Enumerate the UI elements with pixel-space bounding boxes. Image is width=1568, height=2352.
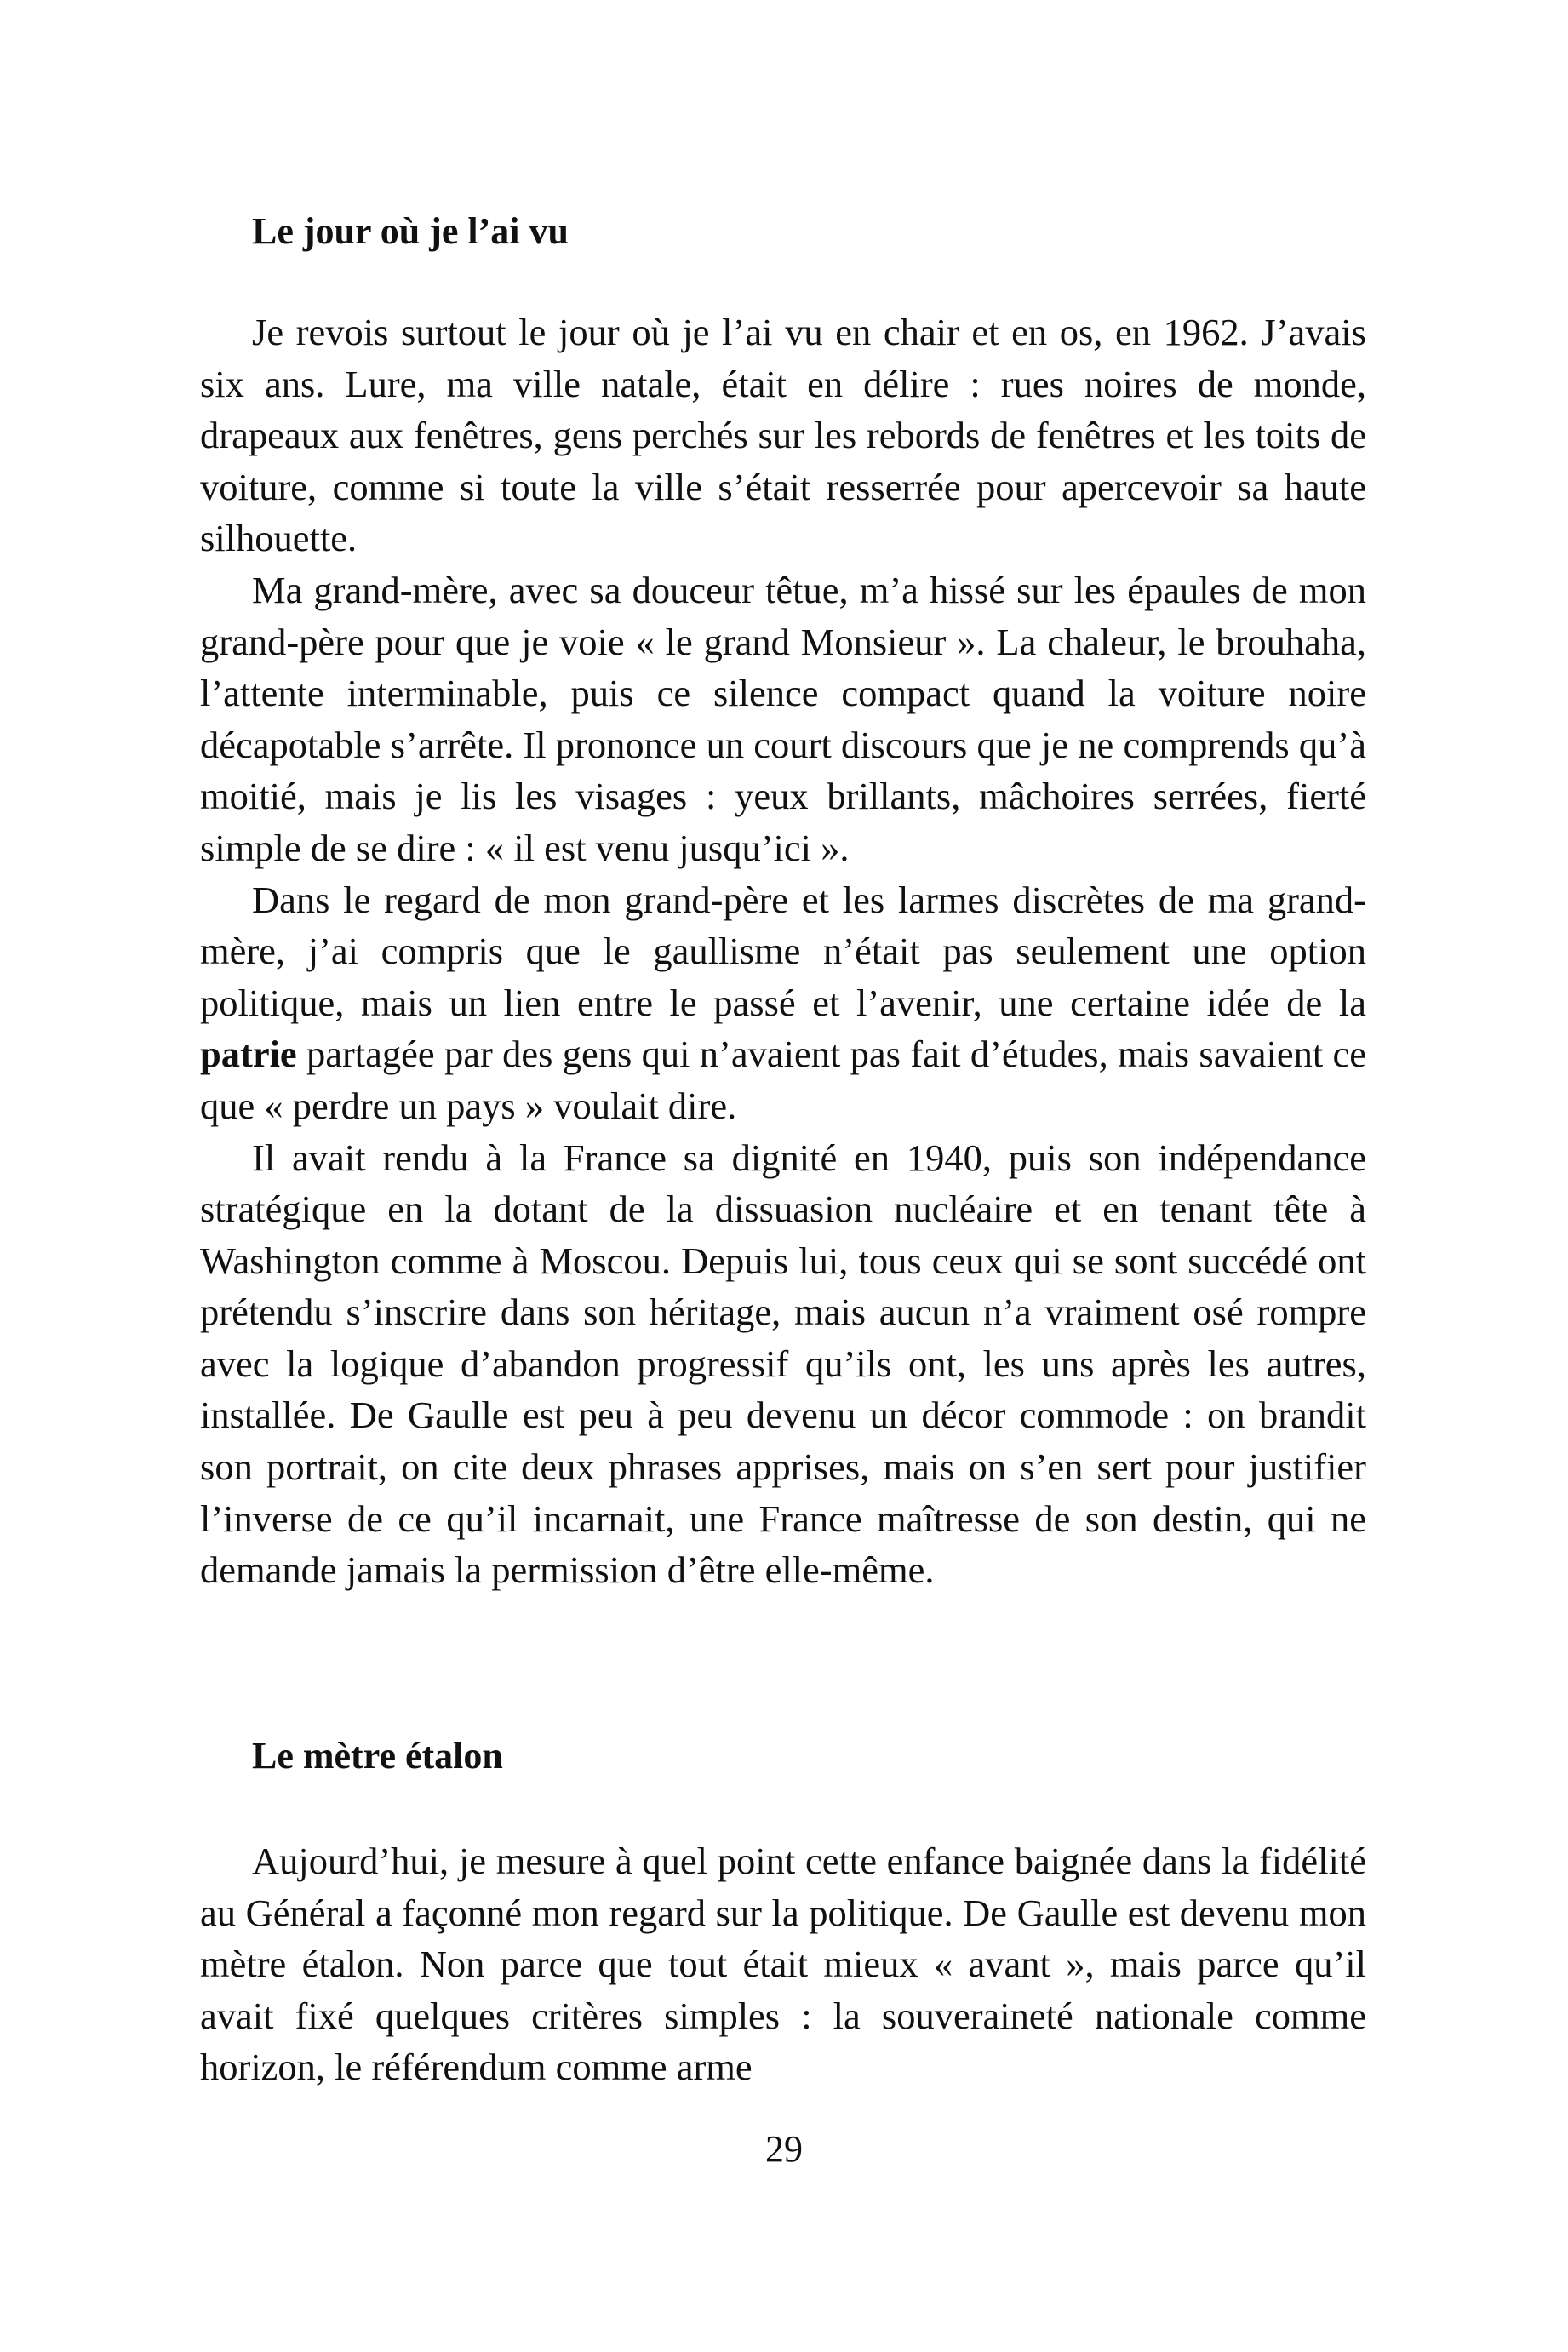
- paragraph-text: partagée par des gens qui n’avaient pas fait d’études, mais savaient ce que « perdre un pays » voulait dire.: [200, 1033, 1366, 1127]
- paragraph: Aujourd’hui, je mesure à quel point cette enfance baignée dans la fidélité au Général a façonné mon regard sur la politique. De Gaulle est devenu mon mètre étalon. Non parce que tout était mieux « avant », mais parce qu’il avait fixé quelques critères simples : la souveraineté nationale comme horizon, le référendum comme arme: [200, 1840, 1366, 2089]
- paragraph-text: Dans le regard de mon grand-père et les larmes discrètes de ma grand-mère, j’ai compris que le gaullisme n’était pas seulement une option politique, mais un lien entre le passé et l’avenir, une certaine idée de la: [200, 878, 1366, 1024]
- paragraph: Je revois surtout le jour où je l’ai vu en chair et en os, en 1962. J’avais six ans. Lure, ma ville natale, était en délire : rues noires de monde, drapeaux aux fenêtres, gens perchés sur les rebords de fenêtres et les toits de voiture, comme si toute la ville s’était resserrée pour apercevoir sa haute silhouette.: [200, 311, 1366, 560]
- section-heading-le-jour: Le jour où je l’ai vu: [252, 210, 569, 252]
- paragraph: [200, 874, 1366, 1132]
- text-column: [200, 0, 1366, 2352]
- page-number: 29: [765, 2128, 803, 2170]
- section-heading-le-metre-etalon: Le mètre étalon: [252, 1735, 503, 1777]
- paragraph: Il avait rendu à la France sa dignité en 1940, puis son indépendance stratégique en la dotant de la dissuasion nucléaire et en tenant tête à Washington comme à Moscou. Depuis lui, tous ceux qui se sont succédé ont prétendu s’inscrire dans son héritage, mais aucun n’a vraiment osé rompre avec la logique d’abandon progressif qu’ils ont, les uns après les autres, installée. De Gaulle est peu à peu devenu un décor commode : on brandit son portrait, on cite deux phrases apprises, mais on s’en sert pour justifier l’inverse de ce qu’il incarnait, une France maîtresse de son destin, qui ne demande jamais la permission d’être elle-même.: [200, 1136, 1366, 1592]
- section-1-body: [200, 306, 1366, 1596]
- bold-word-patrie: patrie: [200, 1033, 297, 1076]
- section-2-body: [200, 1835, 1366, 2093]
- paragraph: Ma grand-mère, avec sa douceur têtue, m’a hissé sur les épaules de mon grand-père pour que je voie « le grand Monsieur ». La chaleur, le brouhaha, l’attente interminable, puis ce silence compact quand la voiture noire décapotable s’arrête. Il prononce un court discours que je ne comprends qu’à moitié, mais je lis les visages : yeux brillants, mâchoires serrées, fierté simple de se dire : « il est venu jusqu’ici ».: [200, 568, 1366, 869]
